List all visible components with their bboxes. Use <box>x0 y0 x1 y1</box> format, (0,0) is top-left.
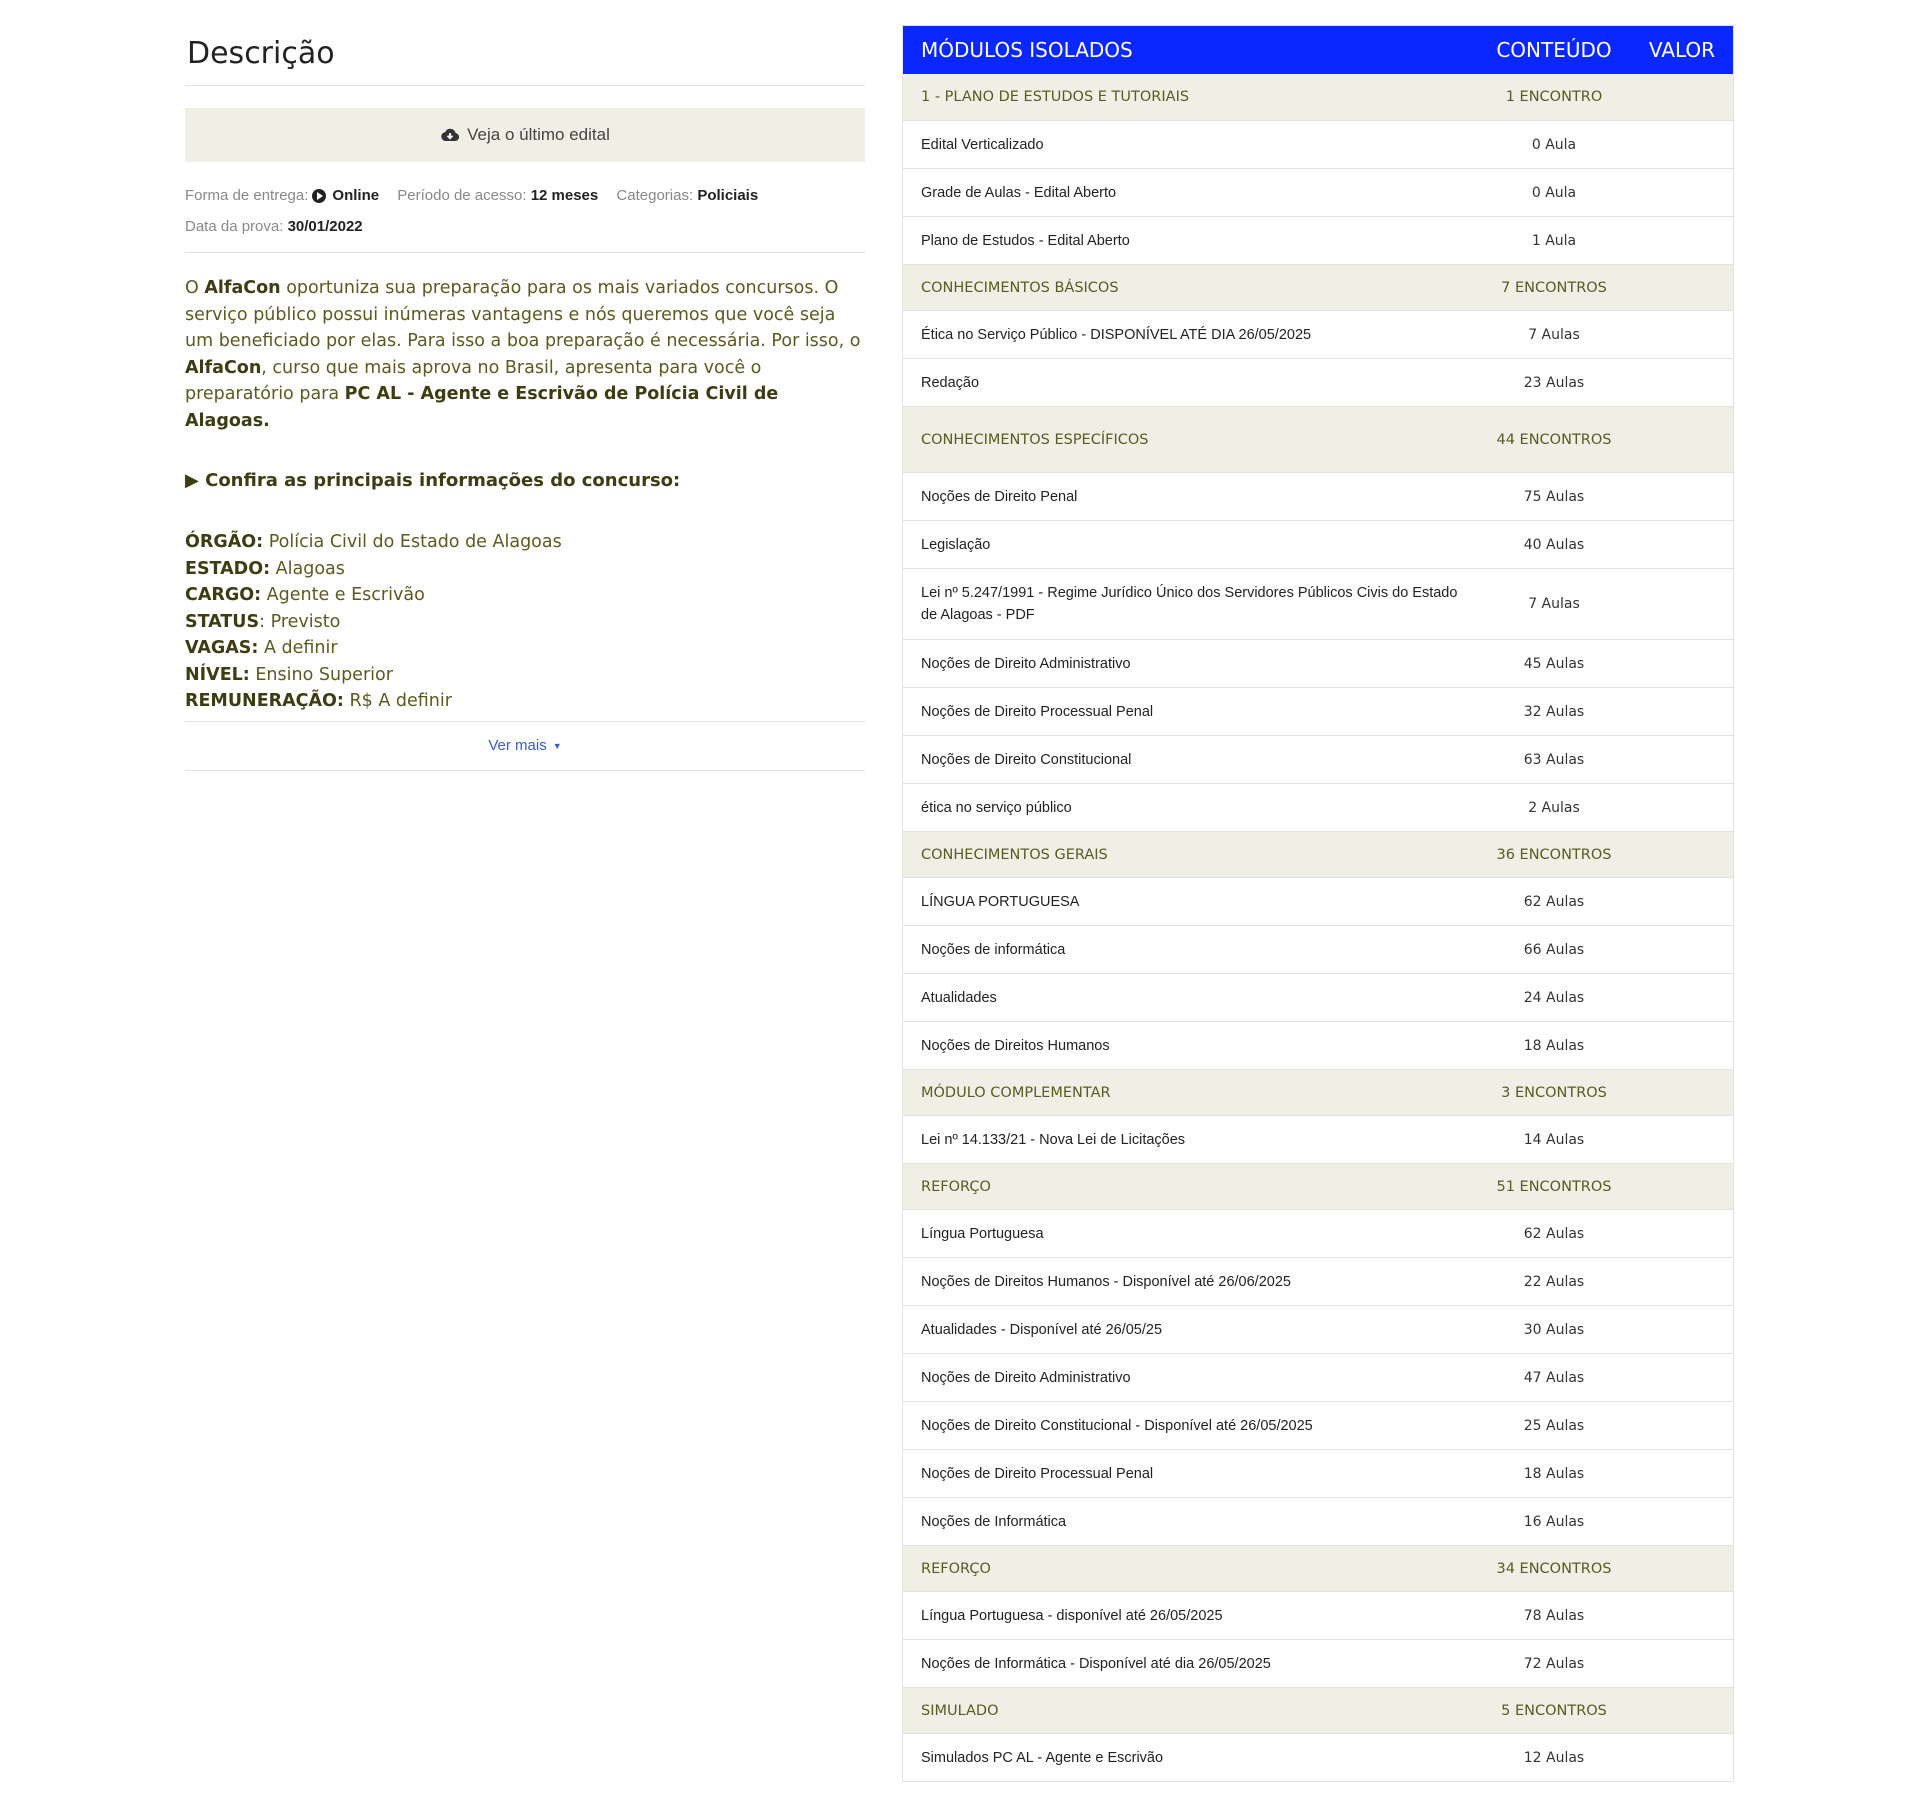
table-row <box>903 783 1733 831</box>
module-lessons: 0 Aula <box>1531 184 1577 201</box>
table-row <box>903 687 1733 735</box>
info-status: STATUS: Previsto <box>185 611 341 632</box>
table-row <box>903 168 1733 216</box>
module-name: Edital Verticalizado <box>921 136 1044 153</box>
module-name: LÍNGUA PORTUGUESA <box>921 893 1080 910</box>
page-title: Descrição <box>185 24 865 86</box>
module-lessons: 22 Aulas <box>1523 1273 1585 1290</box>
category-value: Policiais <box>697 187 759 204</box>
section-row <box>903 74 1733 120</box>
module-name: Noções de Direito Constitucional - Disponível até 26/05/2025 <box>921 1417 1313 1434</box>
edital-button-label: Veja o último edital <box>467 125 610 144</box>
desc-text: oportuniza sua preparação para os mais variados concursos. O serviço público possui inúmeras vantagens e nós queremos que você seja um beneficiado por elas. Para isso a boa preparação é necessária. Por isso, o <box>185 278 861 351</box>
module-name: Noções de Informática <box>921 1513 1067 1530</box>
table-row <box>903 1353 1733 1401</box>
header-content: CONTEÚDO <box>1496 38 1612 62</box>
course-description <box>185 275 865 434</box>
modules-table <box>902 25 1734 1782</box>
exam-date-label: Data da prova: <box>185 218 284 235</box>
info-nivel: NÍVEL: Ensino Superior <box>185 664 393 685</box>
section-name: MÓDULO COMPLEMENTAR <box>921 1084 1111 1101</box>
module-name: Lei nº 5.247/1991 - Regime Jurídico Único dos Servidores Públicos Civis do Estado de Alagoas - PDF <box>921 585 1458 623</box>
section-row <box>903 831 1733 877</box>
module-lessons: 12 Aulas <box>1523 1749 1585 1766</box>
module-name: Legislação <box>921 536 991 553</box>
category-label: Categorias: <box>616 187 694 204</box>
table-row <box>903 1401 1733 1449</box>
section-row <box>903 1163 1733 1209</box>
course-meta <box>185 162 865 253</box>
desc-text: , curso que mais aprova no Brasil, apresenta para você o preparatório para <box>185 357 762 404</box>
module-name: Noções de Direitos Humanos - Disponível até 26/06/2025 <box>921 1273 1291 1290</box>
table-row <box>903 216 1733 264</box>
table-row <box>903 1115 1733 1163</box>
module-name: Redação <box>921 374 980 391</box>
module-name: Noções de Direito Constitucional <box>921 751 1132 768</box>
table-row <box>903 310 1733 358</box>
section-meetings: 36 ENCONTROS <box>1496 846 1612 863</box>
section-meetings: 3 ENCONTROS <box>1501 1084 1607 1101</box>
info-remuneracao: REMUNERAÇÃO: R$ A definir <box>185 691 452 711</box>
exam-date-value: 30/01/2022 <box>287 218 363 235</box>
header-modules: MÓDULOS ISOLADOS <box>921 38 1133 62</box>
section-row <box>903 264 1733 310</box>
edital-button[interactable] <box>185 108 865 162</box>
module-lessons: 78 Aulas <box>1523 1607 1585 1624</box>
section-row <box>903 1687 1733 1733</box>
module-name: Língua Portuguesa <box>921 1225 1044 1242</box>
module-name: Noções de Direito Processual Penal <box>921 703 1154 720</box>
table-row <box>903 1497 1733 1545</box>
table-row <box>903 925 1733 973</box>
section-name: CONHECIMENTOS BÁSICOS <box>921 279 1119 296</box>
cloud-download-icon <box>440 127 460 143</box>
module-lessons: 2 Aulas <box>1528 799 1580 816</box>
module-name: Noções de Direito Processual Penal <box>921 1465 1154 1482</box>
module-lessons: 45 Aulas <box>1523 655 1585 672</box>
ver-mais-link[interactable] <box>185 721 865 771</box>
module-lessons: 30 Aulas <box>1523 1321 1585 1338</box>
table-row <box>903 1021 1733 1069</box>
section-name: 1 - PLANO DE ESTUDOS E TUTORIAIS <box>921 89 1190 105</box>
desc-course-name: PC AL - Agente e Escrivão de Polícia Civil de Alagoas. <box>185 384 779 431</box>
description-panel <box>185 24 865 771</box>
table-row <box>903 973 1733 1021</box>
play-icon <box>312 189 326 203</box>
module-name: Grade de Aulas - Edital Aberto <box>921 184 1117 201</box>
module-lessons: 23 Aulas <box>1523 374 1585 391</box>
table-row <box>903 1257 1733 1305</box>
module-lessons: 24 Aulas <box>1523 989 1585 1006</box>
module-name: Noções de Direitos Humanos <box>921 1037 1110 1054</box>
module-name: Atualidades <box>921 989 997 1006</box>
desc-brand: AlfaCon <box>204 278 281 298</box>
module-name: Lei nº 14.133/21 - Nova Lei de Licitações <box>921 1131 1186 1148</box>
module-lessons: 63 Aulas <box>1523 751 1585 768</box>
table-row <box>903 520 1733 568</box>
section-name: CONHECIMENTOS GERAIS <box>921 846 1108 863</box>
module-name: Plano de Estudos - Edital Aberto <box>921 232 1130 249</box>
module-lessons: 1 Aula <box>1531 232 1577 249</box>
module-name: Atualidades - Disponível até 26/05/25 <box>921 1321 1163 1338</box>
period-value: 12 meses <box>530 187 599 204</box>
section-name: CONHECIMENTOS ESPECÍFICOS <box>921 431 1149 448</box>
module-name: Noções de Informática - Disponível até dia 26/05/2025 <box>921 1655 1271 1672</box>
table-row <box>903 568 1733 639</box>
module-lessons: 14 Aulas <box>1523 1131 1585 1148</box>
section-row <box>903 406 1733 472</box>
table-row <box>903 472 1733 520</box>
section-meetings: 51 ENCONTROS <box>1496 1178 1612 1195</box>
table-row <box>903 1449 1733 1497</box>
module-lessons: 7 Aulas <box>1528 596 1580 612</box>
section-name: REFORÇO <box>921 1560 991 1577</box>
delivery-label: Forma de entrega: <box>185 187 309 204</box>
module-lessons: 75 Aulas <box>1523 488 1585 505</box>
module-name: Ética no Serviço Público - DISPONÍVEL ATÉ DIA 26/05/2025 <box>921 326 1312 343</box>
module-lessons: 62 Aulas <box>1523 893 1585 910</box>
module-name: Noções de Direito Administrativo <box>921 1369 1131 1386</box>
section-row <box>903 1545 1733 1591</box>
module-lessons: 32 Aulas <box>1523 703 1585 720</box>
table-row <box>903 639 1733 687</box>
table-body <box>903 74 1733 1781</box>
module-name: Noções de Direito Penal <box>921 488 1078 505</box>
module-name: Noções de Direito Administrativo <box>921 655 1131 672</box>
module-lessons: 16 Aulas <box>1523 1513 1585 1530</box>
module-lessons: 66 Aulas <box>1523 941 1585 958</box>
contest-info <box>185 529 865 715</box>
header-value: VALOR <box>1648 38 1716 62</box>
module-name: Noções de informática <box>921 941 1066 958</box>
table-row <box>903 877 1733 925</box>
period-label: Período de acesso: <box>397 187 527 204</box>
table-row <box>903 1733 1733 1781</box>
desc-text: O <box>185 278 205 298</box>
module-lessons: 25 Aulas <box>1523 1417 1585 1434</box>
info-heading: ▶ Confira as principais informações do concurso: <box>185 470 681 491</box>
table-row <box>903 1305 1733 1353</box>
ver-mais-label: Ver mais <box>488 737 547 754</box>
section-meetings: 5 ENCONTROS <box>1501 1702 1607 1719</box>
module-name: Simulados PC AL - Agente e Escrivão <box>921 1749 1164 1766</box>
table-header <box>903 26 1733 74</box>
module-name: Língua Portuguesa - disponível até 26/05/2025 <box>921 1607 1223 1624</box>
module-name: ética no serviço público <box>921 799 1072 816</box>
info-estado: ESTADO: Alagoas <box>185 558 345 579</box>
section-meetings: 44 ENCONTROS <box>1496 431 1612 448</box>
module-lessons: 62 Aulas <box>1523 1225 1585 1242</box>
section-meetings: 1 ENCONTRO <box>1505 89 1603 105</box>
section-name: SIMULADO <box>921 1702 999 1719</box>
module-lessons: 18 Aulas <box>1523 1037 1585 1054</box>
section-row <box>903 1069 1733 1115</box>
table-row <box>903 1639 1733 1687</box>
section-meetings: 34 ENCONTROS <box>1496 1560 1612 1577</box>
module-lessons: 47 Aulas <box>1523 1369 1585 1386</box>
module-lessons: 40 Aulas <box>1523 536 1585 553</box>
info-orgao: ÓRGÃO: Polícia Civil do Estado de Alagoas <box>185 532 562 552</box>
caret-down-icon: ▼ <box>552 740 562 751</box>
module-lessons: 18 Aulas <box>1523 1465 1585 1482</box>
module-lessons: 0 Aula <box>1531 136 1577 153</box>
section-meetings: 7 ENCONTROS <box>1501 279 1607 296</box>
info-vagas: VAGAS: A definir <box>185 638 338 658</box>
table-row <box>903 358 1733 406</box>
module-lessons: 72 Aulas <box>1523 1655 1585 1672</box>
section-name: REFORÇO <box>921 1178 991 1195</box>
table-row <box>903 120 1733 168</box>
table-row <box>903 1591 1733 1639</box>
table-row <box>903 1209 1733 1257</box>
info-cargo: CARGO: Agente e Escrivão <box>185 585 425 605</box>
delivery-value: Online <box>332 187 380 204</box>
module-lessons: 7 Aulas <box>1528 326 1580 343</box>
table-row <box>903 735 1733 783</box>
desc-brand: AlfaCon <box>185 357 262 378</box>
